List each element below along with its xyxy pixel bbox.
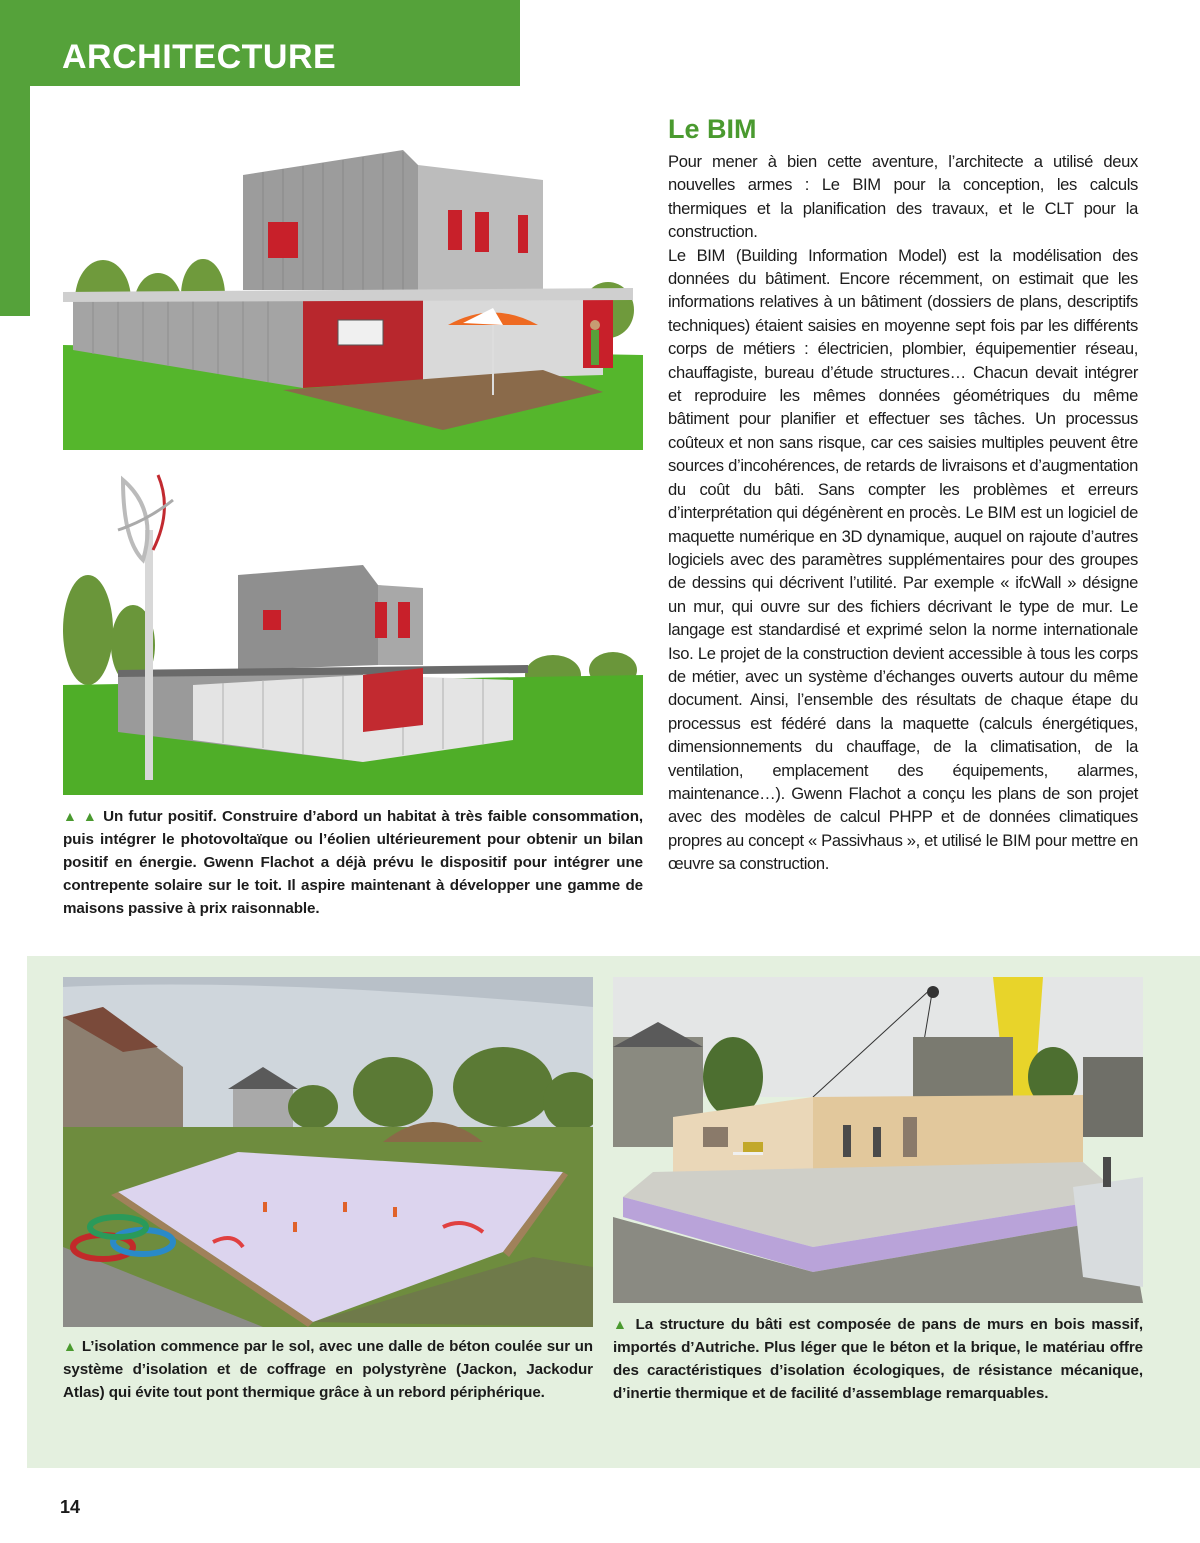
walls-caption <box>613 1313 1143 1405</box>
render-caption-text: Un futur positif. Construire d’abord un habitat à très faible consommation, puis intégrer le photovoltaïque ou l’éolien ultérieurement pour obtenir un bilan positif en énergie. Gwenn Flachot a déjà prévu le dispositif pour intégrer une contrepente solaire sur le toit. Il aspire maintenant à développer une gamme de maisons passive à prix raisonnable. <box>63 808 643 917</box>
triangle-marker-icon: ▲ <box>613 1316 630 1332</box>
walls-caption-text: La structure du bâti est composée de pans de murs en bois massif, importés d’Autriche. Plus léger que le béton et la brique, le matériau offre des caractéristiques d’isolation écologiques, de résistance mécanique, d’inertie thermique et de facilité d’assemblage remarquables. <box>613 1316 1143 1402</box>
house-render-photo-1 <box>63 130 643 450</box>
render-caption <box>63 805 643 920</box>
article-paragraph: Pour mener à bien cette aventure, l’architecte a utilisé deux nouvelles armes : Le BIM pour la conception, les calculs thermiques et la planification des travaux, et le CLT pour la construction. <box>668 152 1138 242</box>
article-body <box>668 150 1138 876</box>
slab-caption <box>63 1335 593 1404</box>
section-title: ARCHITECTURE <box>62 38 337 76</box>
section-side-band <box>0 0 30 316</box>
article-heading: Le BIM <box>668 114 757 144</box>
page-number: 14 <box>60 1497 81 1517</box>
insulation-slab-photo <box>63 977 593 1327</box>
triangle-marker-icon: ▲ <box>63 1338 78 1354</box>
slab-caption-text: L’isolation commence par le sol, avec une dalle de béton coulée sur un système d’isolation et de coffrage en polystyrène (Jackon, Jackodur Atlas) qui évite tout pont thermique grâce à un rebord périphérique. <box>63 1338 593 1401</box>
article-paragraph: Le BIM (Building Information Model) est la modélisation des données du bâtiment. Encore récemment, on estimait que les informations relatives à un bâtiment (dossiers de plans, descriptifs techniques) étaient saisies en moyenne sept fois par les différents corps de métiers : électricien, plombier, équipementier réseau, chauffagiste, bureau d’étude structures… Chacun devait intégrer et reproduire les mêmes données géométriques du même bâtiment pour planifier et effectuer ses tâches. Un processus coûteux et non sans risque, car ces saisies multiples peuvent être sources d’incohérences, de retards de livraisons et d’augmentation du coût du bâti. Sans compter les problèmes et erreurs d’interprétation qui dégénèrent en procès. Le BIM est un logiciel de maquette numérique en 3D dynamique, auquel on rajoute d’autres logiciels avec des paramètres supplémentaires pour des groupes de dessins qui décrivent l’utilité. Par exemple « ifcWall » désigne un mur, qui ouvre sur des fichiers décrivant le type de mur. Le langage est standardisé et exprimé selon la norme internationale Iso. Le projet de la construction devient accessible à tous les corps de métier, avec un système d’échanges ouverts autour du même document. Ainsi, l’ensemble des résultats de chaque étape du processus est fédéré dans la maquette (calculs énergétiques, dimensionnements du chauffage, de la climatisation, de la ventilation, emplacement des équipements, alarmes, maintenance…). Gwenn Flachot a conçu les plans de son projet avec des modèles de calcul PHPP et de données climatiques propres au concept « Passivhaus », et utilisé le BIM pour mettre en œuvre sa construction. <box>668 245 1139 874</box>
house-render-photo-2 <box>63 470 643 795</box>
clt-walls-photo <box>613 977 1143 1303</box>
triangle-marker-icon: ▲ ▲ <box>63 808 98 824</box>
